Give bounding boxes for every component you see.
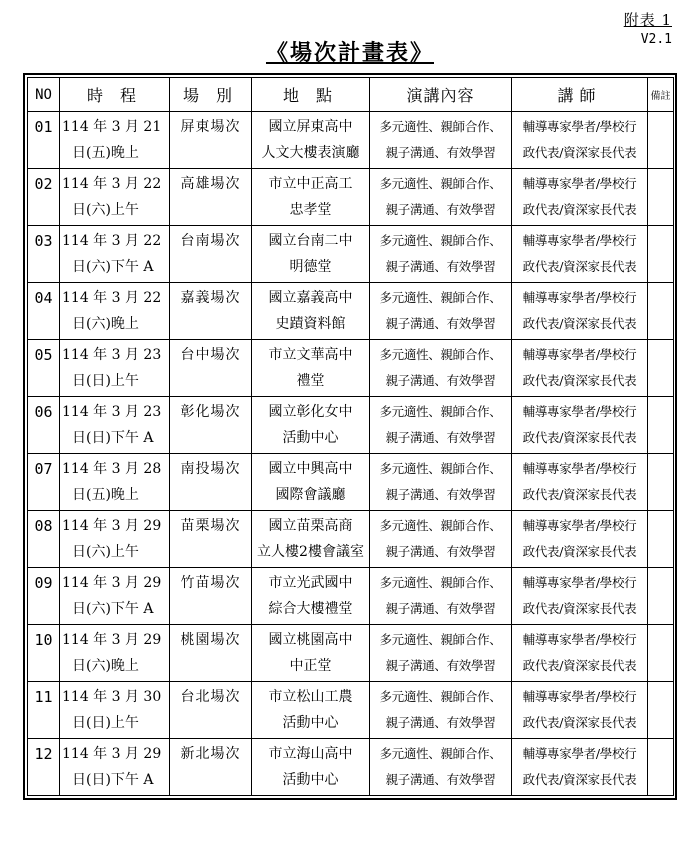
schedule-line-1: 114 年 3 月 29 xyxy=(62,632,162,648)
schedule-line-1: 114 年 3 月 29 xyxy=(62,746,162,762)
note-cell xyxy=(648,625,674,682)
lecturer-line-1: 輔導專家學者/學校行 xyxy=(522,632,637,647)
content-line-1: 多元適性、親師合作、 xyxy=(379,461,502,476)
session-cell xyxy=(170,112,252,169)
lecturer-cell xyxy=(512,739,648,796)
schedule-line-1: 114 年 3 月 23 xyxy=(62,347,162,363)
content-line-1: 多元適性、親師合作、 xyxy=(379,746,502,761)
row-number-text: 03 xyxy=(34,232,53,250)
note-cell xyxy=(648,454,674,511)
note-cell xyxy=(648,112,674,169)
schedule-line-2: 日(五)晚上 xyxy=(72,145,139,161)
content-line-2: 親子溝通、有效學習 xyxy=(385,259,496,274)
table-row xyxy=(28,112,674,169)
table-row xyxy=(28,568,674,625)
content-line-1: 多元適性、親師合作、 xyxy=(379,347,502,362)
table-row xyxy=(28,454,674,511)
content-line-2: 親子溝通、有效學習 xyxy=(385,316,496,331)
lecturer-line-1: 輔導專家學者/學校行 xyxy=(522,176,637,191)
content-line-1: 多元適性、親師合作、 xyxy=(379,404,502,419)
row-number xyxy=(28,739,60,796)
schedule-line-2: 日(日)下午 A xyxy=(72,772,154,788)
content-line-2: 親子溝通、有效學習 xyxy=(385,715,496,730)
schedule-cell xyxy=(60,112,170,169)
header-lecturer: 講師 xyxy=(512,78,648,112)
content-line-2: 親子溝通、有效學習 xyxy=(385,202,496,217)
place-line-1: 市立松山工農 xyxy=(268,689,353,705)
lecturer-cell xyxy=(512,112,648,169)
row-number-text: 01 xyxy=(34,118,53,136)
session-name: 台北場次 xyxy=(180,689,241,705)
place-line-2: 明德堂 xyxy=(289,259,332,275)
content-line-1: 多元適性、親師合作、 xyxy=(379,119,502,134)
place-cell xyxy=(252,169,370,226)
place-line-2: 忠孝堂 xyxy=(289,202,332,218)
place-line-1: 國立嘉義高中 xyxy=(268,290,353,306)
content-cell xyxy=(370,226,512,283)
session-name: 苗栗場次 xyxy=(180,518,241,534)
session-cell xyxy=(170,397,252,454)
session-name: 竹苗場次 xyxy=(180,575,241,591)
place-cell xyxy=(252,625,370,682)
note-cell xyxy=(648,511,674,568)
content-line-2: 親子溝通、有效學習 xyxy=(385,373,496,388)
lecturer-line-1: 輔導專家學者/學校行 xyxy=(522,575,637,590)
schedule-cell xyxy=(60,568,170,625)
session-cell xyxy=(170,511,252,568)
session-cell xyxy=(170,739,252,796)
schedule-cell xyxy=(60,625,170,682)
content-cell xyxy=(370,169,512,226)
content-line-2: 親子溝通、有效學習 xyxy=(385,487,496,502)
lecturer-line-2: 政代表/資深家長代表 xyxy=(522,601,637,616)
schedule-line-1: 114 年 3 月 21 xyxy=(62,119,162,135)
place-line-1: 國立台南二中 xyxy=(268,233,353,249)
place-cell xyxy=(252,511,370,568)
header-no: NO xyxy=(28,78,60,112)
session-name: 南投場次 xyxy=(180,461,241,477)
content-line-2: 親子溝通、有效學習 xyxy=(385,430,496,445)
schedule-cell xyxy=(60,739,170,796)
lecturer-cell xyxy=(512,226,648,283)
lecturer-line-2: 政代表/資深家長代表 xyxy=(522,430,637,445)
row-number-text: 12 xyxy=(34,745,53,763)
place-line-2: 活動中心 xyxy=(282,715,339,731)
lecturer-cell xyxy=(512,454,648,511)
schedule-line-2: 日(六)上午 xyxy=(72,544,139,560)
session-cell xyxy=(170,283,252,340)
lecturer-line-2: 政代表/資深家長代表 xyxy=(522,316,637,331)
lecturer-line-1: 輔導專家學者/學校行 xyxy=(522,404,637,419)
table-row xyxy=(28,226,674,283)
session-name: 桃園場次 xyxy=(180,632,241,648)
place-line-2: 史蹟資料館 xyxy=(275,316,346,332)
row-number-text: 06 xyxy=(34,403,53,421)
schedule-line-1: 114 年 3 月 23 xyxy=(62,404,162,420)
lecturer-line-1: 輔導專家學者/學校行 xyxy=(522,233,637,248)
schedule-line-1: 114 年 3 月 29 xyxy=(62,575,162,591)
lecturer-line-2: 政代表/資深家長代表 xyxy=(522,145,637,160)
lecturer-line-1: 輔導專家學者/學校行 xyxy=(522,290,637,305)
schedule-line-2: 日(六)下午 A xyxy=(72,259,154,275)
table-row xyxy=(28,283,674,340)
place-line-2: 人文大樓表演廳 xyxy=(261,145,360,161)
header-schedule: 時 程 xyxy=(60,78,170,112)
schedule-line-1: 114 年 3 月 22 xyxy=(62,290,162,306)
lecturer-line-1: 輔導專家學者/學校行 xyxy=(522,746,637,761)
content-line-1: 多元適性、親師合作、 xyxy=(379,689,502,704)
row-number xyxy=(28,112,60,169)
place-cell xyxy=(252,739,370,796)
lecturer-cell xyxy=(512,340,648,397)
place-cell xyxy=(252,568,370,625)
row-number-text: 09 xyxy=(34,574,53,592)
table-header-row xyxy=(28,78,674,112)
lecturer-cell xyxy=(512,283,648,340)
schedule-line-1: 114 年 3 月 28 xyxy=(62,461,162,477)
schedule-line-1: 114 年 3 月 29 xyxy=(62,518,162,534)
content-line-2: 親子溝通、有效學習 xyxy=(385,601,496,616)
session-name: 屏東場次 xyxy=(180,119,241,135)
row-number-text: 04 xyxy=(34,289,53,307)
schedule-cell xyxy=(60,511,170,568)
lecturer-cell xyxy=(512,568,648,625)
content-line-2: 親子溝通、有效學習 xyxy=(385,145,496,160)
content-cell xyxy=(370,283,512,340)
place-cell xyxy=(252,682,370,739)
session-cell xyxy=(170,226,252,283)
table-row xyxy=(28,682,674,739)
row-number-text: 07 xyxy=(34,460,53,478)
place-line-1: 市立光武國中 xyxy=(268,575,353,591)
content-line-1: 多元適性、親師合作、 xyxy=(379,575,502,590)
place-line-1: 市立文華高中 xyxy=(268,347,353,363)
schedule-table xyxy=(27,77,674,796)
row-number xyxy=(28,340,60,397)
content-line-1: 多元適性、親師合作、 xyxy=(379,233,502,248)
content-cell xyxy=(370,397,512,454)
place-line-1: 國立中興高中 xyxy=(268,461,353,477)
lecturer-cell xyxy=(512,169,648,226)
lecturer-line-1: 輔導專家學者/學校行 xyxy=(522,347,637,362)
session-name: 嘉義場次 xyxy=(180,290,241,306)
place-line-1: 國立桃園高中 xyxy=(268,632,353,648)
schedule-cell xyxy=(60,682,170,739)
row-number xyxy=(28,682,60,739)
place-cell xyxy=(252,226,370,283)
session-cell xyxy=(170,682,252,739)
table-row xyxy=(28,397,674,454)
schedule-line-2: 日(日)上午 xyxy=(72,373,139,389)
version-label: V2.1 xyxy=(640,32,672,47)
table-row xyxy=(28,625,674,682)
header-place: 地 點 xyxy=(252,78,370,112)
lecturer-line-2: 政代表/資深家長代表 xyxy=(522,259,637,274)
lecturer-line-2: 政代表/資深家長代表 xyxy=(522,487,637,502)
lecturer-cell xyxy=(512,397,648,454)
session-name: 高雄場次 xyxy=(180,176,241,192)
content-line-2: 親子溝通、有效學習 xyxy=(385,658,496,673)
lecturer-line-1: 輔導專家學者/學校行 xyxy=(522,518,637,533)
lecturer-line-2: 政代表/資深家長代表 xyxy=(522,202,637,217)
lecturer-cell xyxy=(512,511,648,568)
row-number xyxy=(28,226,60,283)
place-line-2: 立人樓2樓會議室 xyxy=(257,544,364,560)
note-cell xyxy=(648,568,674,625)
lecturer-line-2: 政代表/資深家長代表 xyxy=(522,544,637,559)
place-line-1: 市立中正高工 xyxy=(268,176,353,192)
content-cell xyxy=(370,112,512,169)
session-name: 新北場次 xyxy=(180,746,241,762)
content-line-2: 親子溝通、有效學習 xyxy=(385,544,496,559)
row-number xyxy=(28,625,60,682)
row-number-text: 11 xyxy=(34,688,53,706)
lecturer-line-2: 政代表/資深家長代表 xyxy=(522,658,637,673)
table-body xyxy=(28,112,674,796)
note-cell xyxy=(648,682,674,739)
place-line-1: 國立屏東高中 xyxy=(268,119,353,135)
place-line-2: 綜合大樓禮堂 xyxy=(268,601,353,617)
page-title xyxy=(0,36,700,67)
session-name: 台中場次 xyxy=(180,347,241,363)
note-cell xyxy=(648,226,674,283)
content-line-1: 多元適性、親師合作、 xyxy=(379,632,502,647)
row-number xyxy=(28,169,60,226)
note-cell xyxy=(648,397,674,454)
schedule-line-2: 日(日)上午 xyxy=(72,715,139,731)
schedule-line-2: 日(五)晚上 xyxy=(72,487,139,503)
note-cell xyxy=(648,169,674,226)
schedule-line-2: 日(六)晚上 xyxy=(72,316,139,332)
session-cell xyxy=(170,340,252,397)
table-row xyxy=(28,169,674,226)
place-line-2: 國際會議廳 xyxy=(275,487,346,503)
row-number-text: 05 xyxy=(34,346,53,364)
place-cell xyxy=(252,454,370,511)
note-cell xyxy=(648,283,674,340)
row-number-text: 02 xyxy=(34,175,53,193)
row-number-text: 10 xyxy=(34,631,53,649)
place-line-1: 市立海山高中 xyxy=(268,746,353,762)
lecturer-line-2: 政代表/資深家長代表 xyxy=(522,772,637,787)
note-cell xyxy=(648,739,674,796)
session-cell xyxy=(170,169,252,226)
row-number xyxy=(28,283,60,340)
row-number xyxy=(28,568,60,625)
content-cell xyxy=(370,568,512,625)
table-row xyxy=(28,511,674,568)
annex-number: 附表 1 xyxy=(623,11,672,29)
schedule-cell xyxy=(60,454,170,511)
row-number xyxy=(28,454,60,511)
header-session: 場 別 xyxy=(170,78,252,112)
place-cell xyxy=(252,340,370,397)
content-cell xyxy=(370,454,512,511)
schedule-table-frame xyxy=(23,73,677,800)
lecturer-line-1: 輔導專家學者/學校行 xyxy=(522,689,637,704)
schedule-cell xyxy=(60,226,170,283)
content-cell xyxy=(370,511,512,568)
session-cell xyxy=(170,568,252,625)
page-title-text: 《場次計畫表》 xyxy=(265,40,434,66)
place-line-1: 國立苗栗高商 xyxy=(268,518,353,534)
row-number xyxy=(28,397,60,454)
place-line-2: 中正堂 xyxy=(289,658,332,674)
schedule-cell xyxy=(60,283,170,340)
schedule-line-2: 日(六)下午 A xyxy=(72,601,154,617)
note-cell xyxy=(648,340,674,397)
place-line-2: 活動中心 xyxy=(282,772,339,788)
row-number-text: 08 xyxy=(34,517,53,535)
content-cell xyxy=(370,340,512,397)
content-line-1: 多元適性、親師合作、 xyxy=(379,176,502,191)
schedule-cell xyxy=(60,340,170,397)
place-cell xyxy=(252,283,370,340)
content-line-1: 多元適性、親師合作、 xyxy=(379,518,502,533)
schedule-line-1: 114 年 3 月 22 xyxy=(62,233,162,249)
schedule-line-1: 114 年 3 月 22 xyxy=(62,176,162,192)
place-cell xyxy=(252,112,370,169)
content-line-2: 親子溝通、有效學習 xyxy=(385,772,496,787)
place-line-2: 禮堂 xyxy=(296,373,325,389)
lecturer-cell xyxy=(512,625,648,682)
header-content: 演講內容 xyxy=(370,78,512,112)
lecturer-line-1: 輔導專家學者/學校行 xyxy=(522,119,637,134)
content-line-1: 多元適性、親師合作、 xyxy=(379,290,502,305)
schedule-line-1: 114 年 3 月 30 xyxy=(62,689,162,705)
lecturer-line-1: 輔導專家學者/學校行 xyxy=(522,461,637,476)
schedule-cell xyxy=(60,169,170,226)
schedule-line-2: 日(日)下午 A xyxy=(72,430,154,446)
table-row xyxy=(28,340,674,397)
place-line-1: 國立彰化女中 xyxy=(268,404,353,420)
lecturer-cell xyxy=(512,682,648,739)
place-cell xyxy=(252,397,370,454)
table-row xyxy=(28,739,674,796)
content-cell xyxy=(370,625,512,682)
content-cell xyxy=(370,682,512,739)
lecturer-line-2: 政代表/資深家長代表 xyxy=(522,715,637,730)
schedule-cell xyxy=(60,397,170,454)
row-number xyxy=(28,511,60,568)
session-cell xyxy=(170,454,252,511)
place-line-2: 活動中心 xyxy=(282,430,339,446)
content-cell xyxy=(370,739,512,796)
schedule-line-2: 日(六)晚上 xyxy=(72,658,139,674)
schedule-line-2: 日(六)上午 xyxy=(72,202,139,218)
session-name: 台南場次 xyxy=(180,233,241,249)
lecturer-line-2: 政代表/資深家長代表 xyxy=(522,373,637,388)
session-name: 彰化場次 xyxy=(180,404,241,420)
session-cell xyxy=(170,625,252,682)
header-note: 備註 xyxy=(648,78,674,112)
